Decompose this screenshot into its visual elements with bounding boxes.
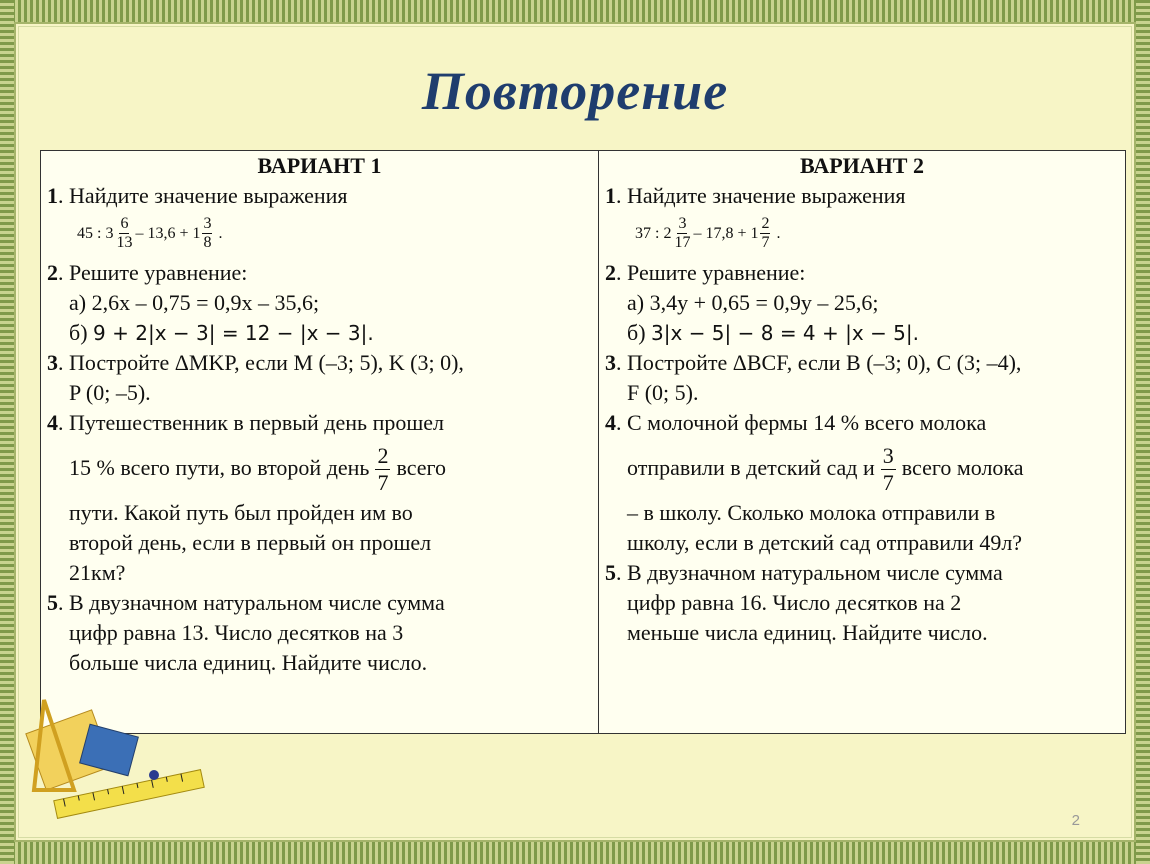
fraction bbox=[202, 215, 212, 252]
variant2-task5-line2: цифр равна 16. Число десятков на 2 bbox=[627, 590, 962, 615]
numerator: 2 bbox=[761, 215, 770, 232]
task-number: 2 bbox=[47, 260, 58, 285]
task-number: 3 bbox=[47, 350, 58, 375]
denominator: 7 bbox=[882, 470, 894, 496]
fraction bbox=[375, 443, 390, 496]
fraction bbox=[881, 443, 896, 496]
text-part: всего молока bbox=[901, 455, 1024, 480]
numerator: 3 bbox=[882, 443, 894, 469]
text-part: всего bbox=[396, 455, 447, 480]
task-text: . Решите уравнение: bbox=[616, 260, 806, 285]
denominator: 17 bbox=[674, 234, 691, 251]
equation: 3|x − 5| − 8 = 4 + |x − 5|. bbox=[651, 321, 919, 345]
denominator: 8 bbox=[203, 234, 212, 251]
numerator: 3 bbox=[678, 215, 687, 232]
variant2-task2 bbox=[605, 258, 1119, 288]
variant2-task1 bbox=[605, 181, 1119, 211]
variant2-heading: ВАРИАНТ 2 bbox=[800, 153, 924, 178]
item-prefix: б) bbox=[627, 320, 652, 345]
variant2-task2a: а) 3,4y + 0,65 = 0,9y – 25,6; bbox=[627, 290, 879, 315]
variant2-task5 bbox=[605, 558, 1119, 588]
task-number: 1 bbox=[47, 183, 58, 208]
task-number: 2 bbox=[605, 260, 616, 285]
variant1-task4-line5: 21км? bbox=[69, 560, 126, 585]
task-text: . В двузначном натуральном числе сумма bbox=[616, 560, 1003, 585]
item-prefix: б) bbox=[69, 320, 94, 345]
variant1-task2 bbox=[47, 258, 592, 288]
task-text: . Путешественник в первый день прошел bbox=[58, 410, 445, 435]
variant1-cell bbox=[41, 151, 599, 734]
frame-left bbox=[0, 0, 14, 864]
expr-end: . bbox=[218, 224, 223, 242]
page-number: 2 bbox=[1071, 812, 1080, 829]
variant1-task4-line2 bbox=[47, 438, 592, 498]
task-number: 3 bbox=[605, 350, 616, 375]
task-text: . Решите уравнение: bbox=[58, 260, 248, 285]
text-part: 15 % всего пути, во второй день bbox=[69, 455, 370, 480]
fraction bbox=[115, 215, 133, 252]
task-text: . В двузначном натуральном числе сумма bbox=[58, 590, 445, 615]
denominator: 7 bbox=[761, 234, 770, 251]
variant1-task5-line3: больше числа единиц. Найдите число. bbox=[69, 650, 428, 675]
text-part: отправили в детский сад и bbox=[627, 455, 875, 480]
variant2-task3 bbox=[605, 348, 1119, 378]
variant1-expression bbox=[47, 211, 592, 258]
expr-part: 45 : 3 bbox=[77, 224, 114, 242]
denominator: 7 bbox=[377, 470, 389, 496]
task-text: . Постройте ΔMKP, если M (–3; 5), K (3; 0), bbox=[58, 350, 464, 375]
variant1-task5-line2: цифр равна 13. Число десятков на 3 bbox=[69, 620, 404, 645]
fraction bbox=[673, 215, 691, 252]
variant1-task4-line3: пути. Какой путь был пройден им во bbox=[69, 500, 413, 525]
variant2-task4-line4: школу, если в детский сад отправили 49л? bbox=[627, 530, 1023, 555]
variant2-task5-line3: меньше числа единиц. Найдите число. bbox=[627, 620, 988, 645]
variant2-task4-line2 bbox=[605, 438, 1119, 498]
variant2-cell bbox=[599, 151, 1126, 734]
task-number: 4 bbox=[605, 410, 616, 435]
task-number: 1 bbox=[605, 183, 616, 208]
task-number: 5 bbox=[605, 560, 616, 585]
task-text: . Найдите значение выражения bbox=[616, 183, 906, 208]
numerator: 6 bbox=[120, 215, 129, 232]
variants-table bbox=[40, 150, 1126, 734]
expr-end: . bbox=[776, 224, 781, 242]
variant2-task4-line3: – в школу. Сколько молока отправили в bbox=[627, 500, 996, 525]
expr-part: – 17,8 + 1 bbox=[693, 224, 759, 242]
variant1-task4-line4: второй день, если в первый он прошел bbox=[69, 530, 432, 555]
variant1-task2a: а) 2,6x – 0,75 = 0,9x – 35,6; bbox=[69, 290, 320, 315]
slide-title: Повторение bbox=[421, 61, 729, 121]
variant1-task1 bbox=[47, 181, 592, 211]
frame-bottom bbox=[0, 842, 1150, 864]
variant2-expression bbox=[605, 211, 1119, 258]
task-number: 4 bbox=[47, 410, 58, 435]
variant1-task3 bbox=[47, 348, 592, 378]
frame-right bbox=[1136, 0, 1150, 864]
task-text: . Постройте ΔBCF, если B (–3; 0), C (3; –4), bbox=[616, 350, 1022, 375]
variant1-task3-cont: P (0; –5). bbox=[69, 380, 151, 405]
task-number: 5 bbox=[47, 590, 58, 615]
task-text: . Найдите значение выражения bbox=[58, 183, 348, 208]
frame-top bbox=[0, 0, 1150, 22]
variant2-task3-cont: F (0; 5). bbox=[627, 380, 699, 405]
variant1-task5 bbox=[47, 588, 592, 618]
variant1-task4 bbox=[47, 408, 592, 438]
variant2-task2b bbox=[605, 318, 1119, 348]
expr-part: – 13,6 + 1 bbox=[135, 224, 201, 242]
numerator: 2 bbox=[377, 443, 389, 469]
denominator: 13 bbox=[116, 234, 133, 251]
expr-part: 37 : 2 bbox=[635, 224, 672, 242]
fraction bbox=[760, 215, 770, 252]
numerator: 3 bbox=[203, 215, 212, 232]
variant2-task4 bbox=[605, 408, 1119, 438]
variant1-task2b bbox=[47, 318, 592, 348]
task-text: . С молочной фермы 14 % всего молока bbox=[616, 410, 987, 435]
school-supplies-icon bbox=[14, 690, 214, 830]
equation: 9 + 2|x − 3| = 12 − |x − 3|. bbox=[93, 321, 374, 345]
variant1-heading: ВАРИАНТ 1 bbox=[257, 153, 382, 178]
